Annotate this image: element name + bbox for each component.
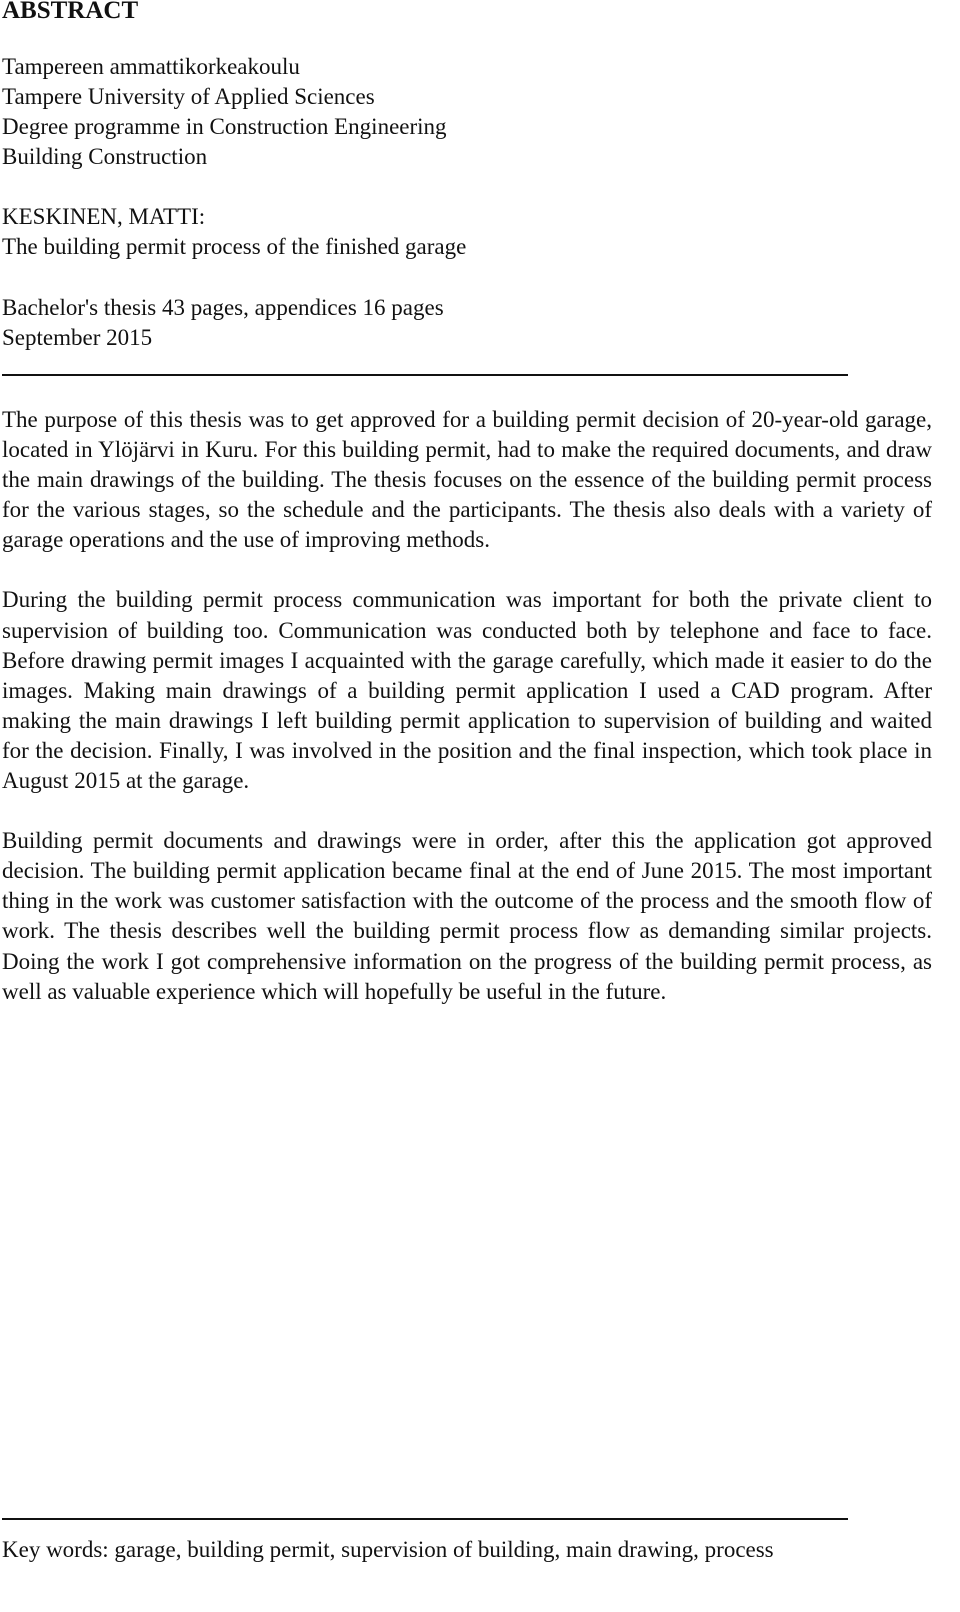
author-name: KESKINEN, MATTI: — [2, 204, 206, 229]
thesis-date: September 2015 — [2, 325, 153, 350]
abstract-paragraph-1: The purpose of this thesis was to get approved for a building permit decision of 20-year-old garage, located in Ylöjärvi in Kuru. For this building permit, had to make the required documents, and draw the main drawings of the building. The thesis focuses on the essence of the building permit process for the various stages, so the schedule and the participants. The thesis also deals with a variety of garage operations and the use of improving methods. — [2, 407, 932, 553]
thesis-pages: Bachelor's thesis 43 pages, appendices 16 pages — [2, 295, 444, 320]
institution-name-english: Tampere University of Applied Sciences — [2, 84, 375, 109]
thesis-title: The building permit process of the finished garage — [2, 234, 467, 259]
author-block — [2, 202, 466, 262]
abstract-paragraph-3: Building permit documents and drawings were in order, after this the application got approved decision. The building permit application became final at the end of June 2015. The most important thing in the work was customer satisfaction with the outcome of the process and the smooth flow of work. The thesis describes well the building permit process flow as demanding similar projects. Doing the work I got comprehensive information on the progress of the building permit process, as well as valuable experience which will hopefully be useful in the future. — [2, 828, 932, 1004]
keywords-line: Key words: garage, building permit, supervision of building, main drawing, process — [2, 1537, 774, 1562]
abstract-paragraph-2: During the building permit process communication was important for both the private client to supervision of building too. Communication was conducted both by telephone and face to face. Before drawing permit images I acquainted with the garage carefully, which made it easier to do the images. Making main drawings of a building permit application I used a CAD program. After making the main drawings I left building permit application to supervision of building and waited for the decision. Finally, I was involved in the position and the final inspection, which took place in August 2015 at the garage. — [2, 587, 932, 794]
abstract-body — [2, 405, 932, 1037]
page-title: ABSTRACT — [2, 0, 139, 24]
institution-block — [2, 52, 447, 172]
degree-programme: Degree programme in Construction Engineering — [2, 114, 447, 139]
thesis-info-block — [2, 293, 444, 353]
top-divider — [2, 374, 848, 376]
study-option: Building Construction — [2, 144, 208, 169]
bottom-divider — [2, 1518, 848, 1520]
institution-name-finnish: Tampereen ammattikorkeakoulu — [2, 54, 300, 79]
